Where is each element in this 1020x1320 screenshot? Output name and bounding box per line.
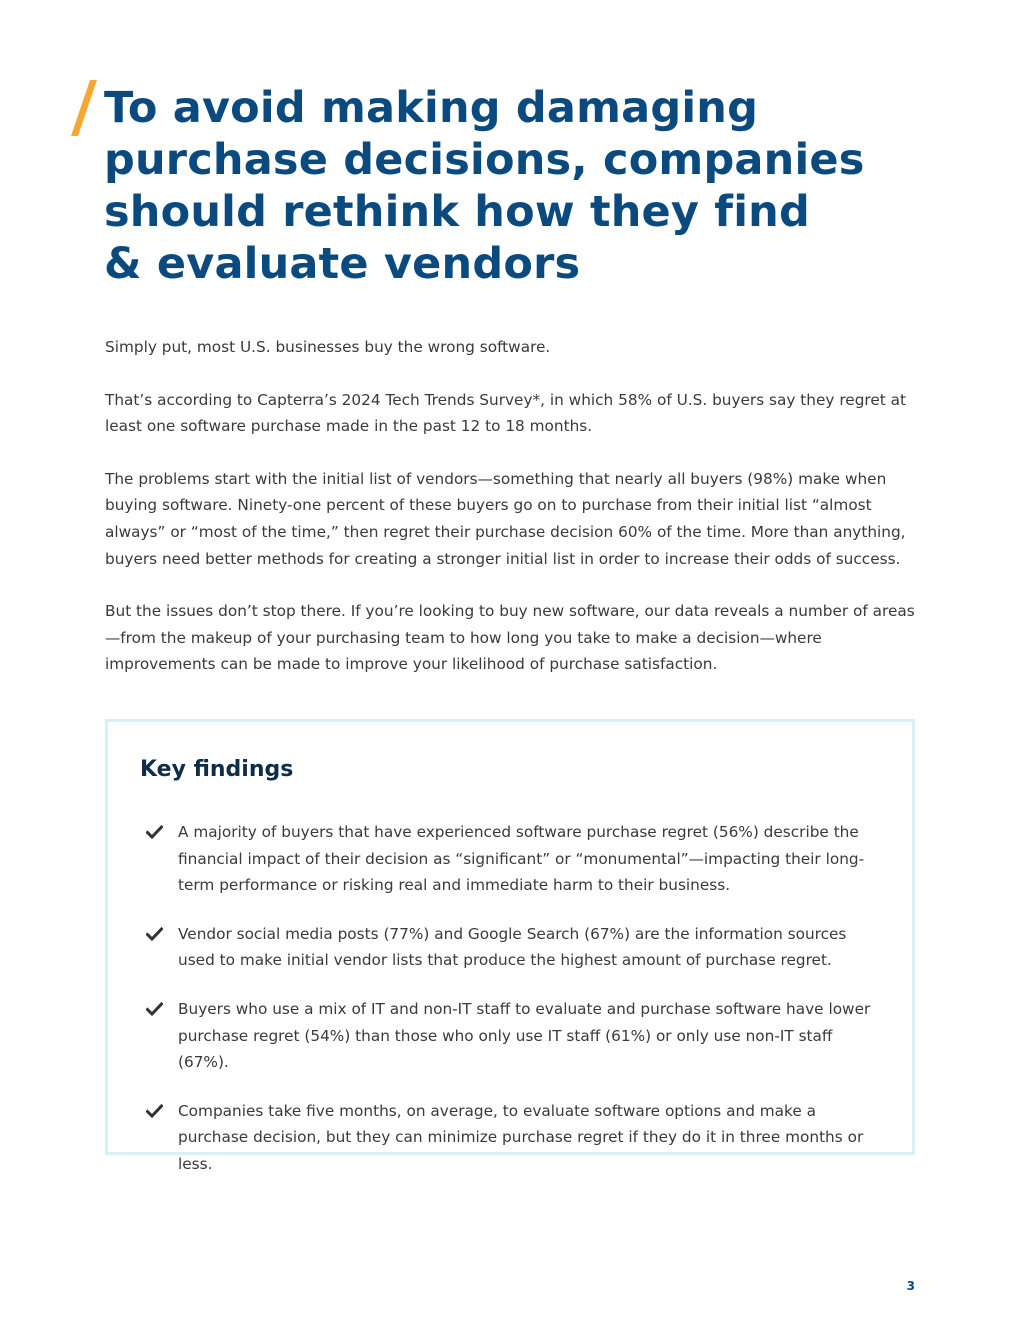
key-findings-list	[146, 819, 888, 1200]
issues-paragraph: But the issues don’t stop there. If you’re looking to buy new software, our data reveals a number of areas—from the makeup of your purchasing team to how long you take to make a decision—where improvements can be made to improve your likelihood of purchase satisfaction.	[105, 602, 915, 674]
key-findings-box	[105, 719, 915, 1173]
page-headline	[104, 82, 904, 290]
finding-text: A majority of buyers that have experienced software purchase regret (56%) describe the financial impact of their decision as “significant” or “monumental”—impacting their long-term performance or risking real and immediate harm to their business.	[178, 823, 865, 895]
checkmark-icon	[146, 1104, 163, 1118]
finding-text: Companies take five months, on average, to evaluate software options and make a purchase decision, but they can minimize purchase regret if they do it in three months or less.	[178, 1101, 864, 1173]
body-text	[105, 334, 920, 704]
headline-line-4: & evaluate vendors	[104, 239, 581, 289]
key-findings-title: Key findings	[140, 757, 294, 782]
accent-slash-icon	[70, 80, 98, 136]
intro-paragraph: Simply put, most U.S. businesses buy the wrong software.	[105, 338, 551, 356]
finding-text: Vendor social media posts (77%) and Google Search (67%) are the information sources used to make initial vendor lists that produce the highest amount of purchase regret.	[178, 924, 847, 970]
finding-item	[146, 921, 888, 974]
headline-line-2: purchase decisions, companies	[104, 135, 865, 185]
checkmark-icon	[146, 1002, 163, 1016]
page-number: 3	[906, 1279, 915, 1293]
finding-item	[146, 1098, 888, 1178]
checkmark-icon	[146, 927, 163, 941]
headline-line-3: should rethink how they find	[104, 187, 810, 237]
finding-item	[146, 996, 888, 1076]
finding-item	[146, 819, 888, 899]
checkmark-icon	[146, 825, 163, 839]
survey-paragraph: That’s according to Capterra’s 2024 Tech Trends Survey*, in which 58% of U.S. buyers say they regret at least one software purchase made in the past 12 to 18 months.	[105, 390, 907, 436]
finding-text: Buyers who use a mix of IT and non-IT staff to evaluate and purchase software have lower purchase regret (54%) than those who only use IT staff (61%) or only use non-IT staff (67%).	[178, 999, 871, 1072]
headline-line-1: To avoid making damaging	[104, 83, 759, 133]
vendor-list-paragraph: The problems start with the initial list of vendors—something that nearly all buyers (98%) make when buying software. Ninety-one percent of these buyers go on to purchase from their initial list “almost always” or “most of the time,” then regret their purchase decision 60% of the time. More than anything, buyers need better methods for creating a stronger initial list in order to increase their odds of success.	[105, 469, 906, 568]
